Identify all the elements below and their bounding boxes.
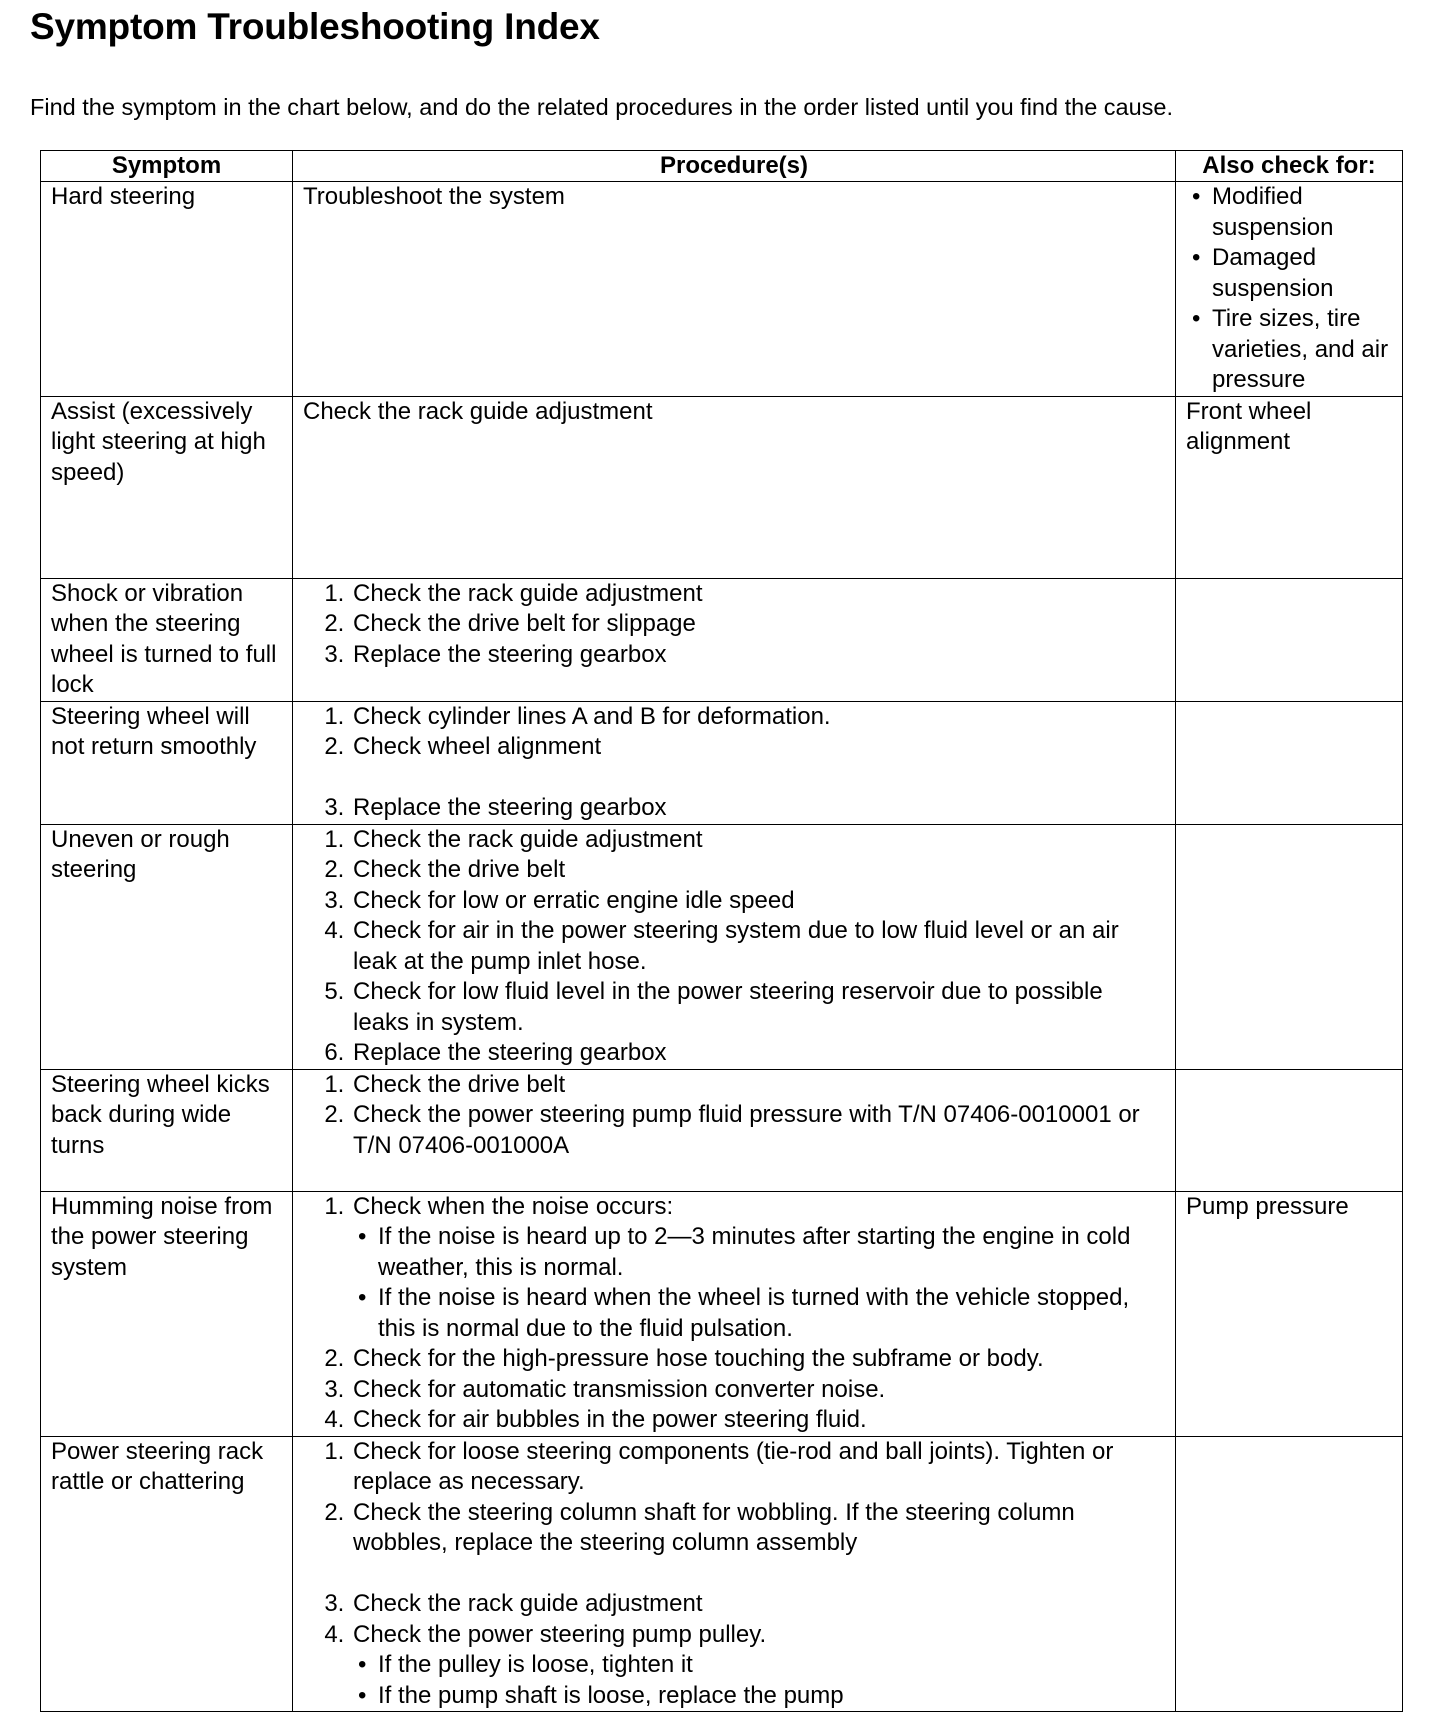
also-check-cell bbox=[1176, 578, 1403, 701]
table-header-row bbox=[41, 151, 1403, 182]
procedure-step: 2. Check the drive belt bbox=[351, 855, 1165, 886]
also-check-cell bbox=[1176, 1436, 1403, 1712]
procedure-step: 3. Check the rack guide adjustment bbox=[351, 1589, 1165, 1620]
procedure-cell bbox=[293, 701, 1176, 824]
procedure-cell bbox=[293, 1191, 1176, 1436]
procedure-step bbox=[351, 1620, 1165, 1712]
table-row bbox=[41, 182, 1403, 397]
procedure-step: 1. Check the drive belt bbox=[351, 1070, 1165, 1101]
also-check-cell bbox=[1176, 182, 1403, 397]
procedure-step: 1. Check the rack guide adjustment bbox=[351, 825, 1165, 856]
procedure-step: 2. Check wheel alignment bbox=[351, 732, 1165, 763]
symptom-cell: Uneven or rough steering bbox=[41, 824, 293, 1069]
procedure-list bbox=[303, 1437, 1165, 1712]
procedure-step: 4. Check for air in the power steering system due to low fluid level or an air leak at the pump inlet hose. bbox=[351, 916, 1165, 977]
troubleshooting-table bbox=[40, 150, 1403, 1712]
procedure-step: 4. Check for air bubbles in the power steering fluid. bbox=[351, 1405, 1165, 1436]
procedure-step: 1. Check the rack guide adjustment bbox=[351, 579, 1165, 610]
symptom-cell: Humming noise from the power steering system bbox=[41, 1191, 293, 1436]
procedure-list bbox=[303, 825, 1165, 1069]
header-also-check: Also check for: bbox=[1176, 151, 1403, 182]
also-check-list bbox=[1186, 182, 1392, 396]
procedure-cell bbox=[293, 1069, 1176, 1191]
list-item: • Damaged suspension bbox=[1212, 243, 1392, 304]
also-check-cell bbox=[1176, 824, 1403, 1069]
procedure-cell bbox=[293, 1436, 1176, 1712]
intro-text: Find the symptom in the chart below, and do the related procedures in the order listed until you find the cause. bbox=[30, 94, 1174, 120]
table-row bbox=[41, 1069, 1403, 1191]
procedure-step-text: Check when the noise occurs: bbox=[353, 1192, 674, 1220]
symptom-cell: Steering wheel kicks back during wide turns bbox=[41, 1069, 293, 1191]
procedure-step: 1. Check for loose steering components (tie-rod and ball joints). Tighten or replace as necessary. bbox=[351, 1437, 1165, 1498]
procedure-step: 2. Check for the high-pressure hose touching the subframe or body. bbox=[351, 1344, 1165, 1375]
procedure-step: 2. Check the power steering pump fluid pressure with T/N 07406-0010001 or T/N 07406-001000A bbox=[351, 1100, 1165, 1161]
table-row bbox=[41, 824, 1403, 1069]
page-title: Symptom Troubleshooting Index bbox=[30, 6, 600, 47]
procedure-step: 2. Check the steering column shaft for wobbling. If the steering column wobbles, replace the steering column assembly bbox=[351, 1498, 1165, 1559]
procedure-cell: Check the rack guide adjustment bbox=[293, 396, 1176, 578]
list-item: • If the noise is heard when the wheel is turned with the vehicle stopped, this is normal due to the fluid pulsation. bbox=[378, 1283, 1165, 1344]
procedure-step: 2. Check the drive belt for slippage bbox=[351, 609, 1165, 640]
sub-list bbox=[353, 1650, 1165, 1711]
also-check-cell: Front wheel alignment bbox=[1176, 396, 1403, 578]
procedure-step: 6. Replace the steering gearbox bbox=[351, 1038, 1165, 1069]
procedure-step: 1. Check cylinder lines A and B for deformation. bbox=[351, 702, 1165, 733]
table-row bbox=[41, 1436, 1403, 1712]
also-check-cell: Pump pressure bbox=[1176, 1191, 1403, 1436]
list-item: • Modified suspension bbox=[1212, 182, 1392, 243]
procedure-cell: Troubleshoot the system bbox=[293, 182, 1176, 397]
also-check-cell bbox=[1176, 1069, 1403, 1191]
procedure-list bbox=[303, 579, 1165, 671]
procedure-step: 3. Check for automatic transmission converter noise. bbox=[351, 1375, 1165, 1406]
procedure-step bbox=[351, 1192, 1165, 1345]
table-row bbox=[41, 1191, 1403, 1436]
header-procedures: Procedure(s) bbox=[293, 151, 1176, 182]
table-row bbox=[41, 396, 1403, 578]
procedure-list bbox=[303, 1192, 1165, 1436]
procedure-cell bbox=[293, 578, 1176, 701]
procedure-step-text: Check the power steering pump pulley. bbox=[353, 1620, 767, 1648]
symptom-cell: Assist (excessively light steering at high speed) bbox=[41, 396, 293, 578]
procedure-cell bbox=[293, 824, 1176, 1069]
symptom-cell: Shock or vibration when the steering wheel is turned to full lock bbox=[41, 578, 293, 701]
table-row bbox=[41, 578, 1403, 701]
procedure-step: 3. Replace the steering gearbox bbox=[351, 793, 1165, 824]
list-item: • If the pump shaft is loose, replace the pump bbox=[378, 1681, 1165, 1712]
procedure-list bbox=[303, 1070, 1165, 1162]
symptom-cell: Steering wheel will not return smoothly bbox=[41, 701, 293, 824]
list-item: • Tire sizes, tire varieties, and air pressure bbox=[1212, 304, 1392, 396]
procedure-step: 3. Check for low or erratic engine idle speed bbox=[351, 886, 1165, 917]
table-row bbox=[41, 701, 1403, 824]
list-item: • If the noise is heard up to 2—3 minutes after starting the engine in cold weather, this is normal. bbox=[378, 1222, 1165, 1283]
procedure-step: 5. Check for low fluid level in the power steering reservoir due to possible leaks in system. bbox=[351, 977, 1165, 1038]
sub-list bbox=[353, 1222, 1165, 1344]
list-item: • If the pulley is loose, tighten it bbox=[378, 1650, 1165, 1681]
also-check-cell bbox=[1176, 701, 1403, 824]
procedure-step: 3. Replace the steering gearbox bbox=[351, 640, 1165, 671]
header-symptom: Symptom bbox=[41, 151, 293, 182]
procedure-list bbox=[303, 702, 1165, 824]
symptom-cell: Power steering rack rattle or chattering bbox=[41, 1436, 293, 1712]
symptom-cell: Hard steering bbox=[41, 182, 293, 397]
